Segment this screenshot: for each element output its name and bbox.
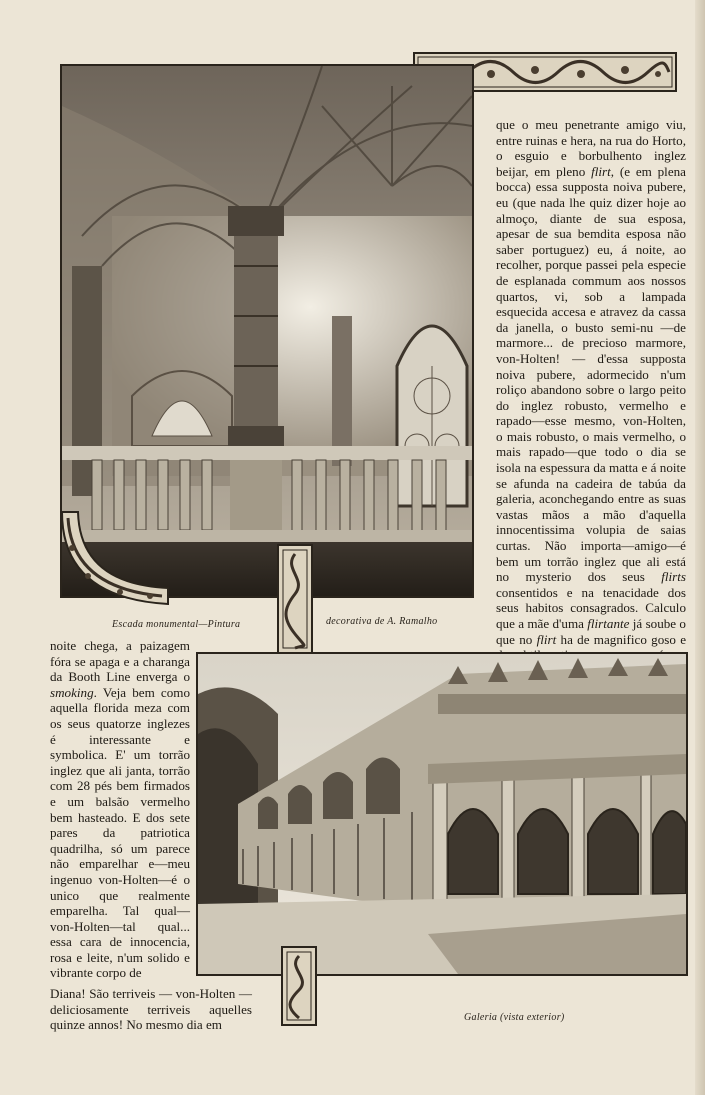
caption-gallery: Galeria (vista exterior) bbox=[464, 1012, 565, 1023]
left-bottom-paragraph: Diana! São terriveis — von-Holten — deliciosamente terriveis aquelles quinze annos! No mesmo dia em bbox=[50, 986, 252, 1033]
page-edge bbox=[695, 0, 705, 1095]
caption-staircase-credit: decorativa de A. Ramalho bbox=[326, 616, 438, 627]
ornamental-pillar-bottom bbox=[281, 946, 317, 1026]
ornamental-corner bbox=[58, 508, 178, 610]
ornamental-pillar-top bbox=[277, 544, 313, 654]
left-bottom-text bbox=[50, 986, 252, 1033]
left-paragraph: noite chega, a paizagem fóra se apaga e a charanga da Booth Line enverga o smoking. Veja bem como aquella florida meza com os seus quatorze inglezes é interessante e symbolica. E' um torrão inglez que ali janta, torrão com 28 pés bem firmados e um balsão vermelho bem hasteado. E dos sete pares da patriotica quadrilha, só um parece não emparelhar e—meu ingenuo von-Holten—é o unico que realmente emparelha. Tal qual—von-Holten—tal qual... essa cara de innocencia, rosa e leite, n'um solido e vibrante corpo de bbox=[50, 638, 190, 981]
right-text-column bbox=[496, 117, 686, 694]
caption-staircase: Escada monumental—Pintura bbox=[112, 619, 241, 630]
gallery-exterior-photo bbox=[196, 652, 688, 976]
left-text-column bbox=[50, 638, 190, 981]
right-paragraph: que o meu penetrante amigo viu, entre ruinas e hera, na rua do Horto, o esguio e borbulhento inglez beijar, em pleno flirt, (e em plena bocca) essa supposta noiva pubere, eu (que nada lhe quiz dizer hoje ao almoço, diante de sua esposa, apesar de sua bemdita esposa não saber portuguez) eu, á noite, ao recolher, porque passei pela especie de esplanada commum aos nossos quartos, vi, sob a lampada esquecida accesa e atravez da cassa da janella, o busto semi-nu —de marmore... de precioso marmore, von-Holten! — d'essa supposta noiva pubere, adormecido n'um roliço abandono sobre o largo peito do inglez robusto, vermelho e rapado—esse mesmo, von-Holten, o mais robusto, o mais vermelho, o mais rapado—que todo o dia se isola na espessura da matta e á noite se afunda na cadeira de tabúa da galeria, aconchegando entre as suas vastas mãos a mão d'aquella innocentissima volupia de saias curtas. Não importa—amigo—é bem um torrão inglez que ali está no mysterio dos seus flirts consentidos e na tenacidade dos seus habitos consagrados. Calculo que a mãe d'uma flirtante já soube o que no flirt ha de magnifico goso e bbox=[496, 117, 687, 647]
